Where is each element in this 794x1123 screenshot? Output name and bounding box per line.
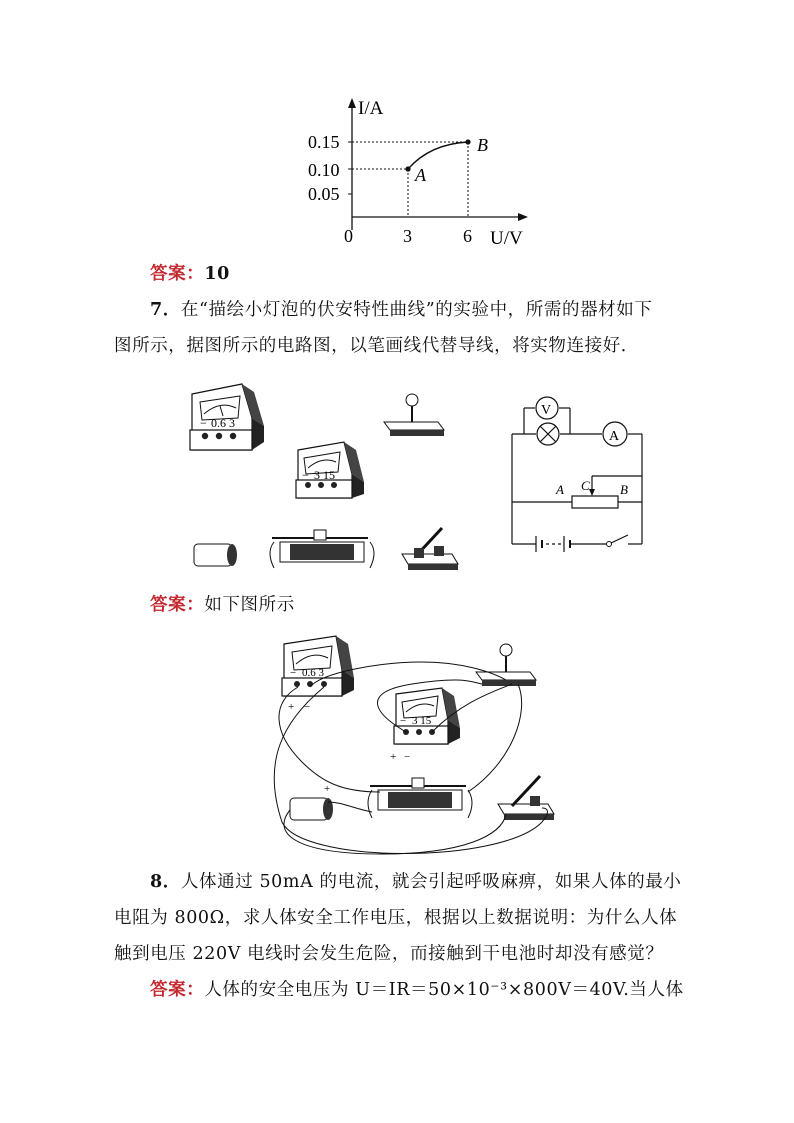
y-tick-015: 0.15 [308,132,340,152]
voltmeter-scale: 3 15 [314,468,335,482]
rheostat-label-a: A [556,482,564,497]
rheostat-device [270,530,374,568]
ammeter-minus: − [200,416,207,430]
ammeter-device [282,636,354,713]
x-tick-6: 6 [463,226,472,246]
question-number: 8． [150,872,181,892]
question-7 [114,292,684,364]
ammeter-minus: − [290,667,297,679]
y-tick-005: 0.05 [308,184,340,204]
switch-symbol [607,542,612,547]
rheostat-label-c: C [581,478,590,493]
battery-device [290,783,333,820]
answer-label: 答案： [150,264,205,284]
answer-label: 答案： [150,595,205,615]
voltmeter-plus: + [390,751,397,763]
switch-device [402,528,458,570]
ammeter-plus: + [288,701,295,713]
answer-text: 人体的安全电压为 U＝IR＝50×10⁻³×800V＝40V.当人体 [204,980,684,1000]
x-axis-label: U/V [490,228,523,249]
ammeter-scale: 0.6 3 [302,667,324,679]
battery-plus: + [324,783,331,795]
question-number: 7． [150,300,181,320]
question-8 [114,864,684,1008]
question-text-line2: 电阻为 800Ω，求人体安全工作电压，根据以上数据说明：为什么人体 [114,908,678,928]
ammeter-scale: 0.6 3 [211,416,235,430]
lamp-device [384,394,444,436]
y-axis-label: I/A [358,98,384,119]
circuit-diagram [506,394,652,556]
question-text-line2: 图所示，据图所示的电路图，以笔画线代替导线，将实物连接好． [114,336,639,356]
ammeter-minus-terminal: − [304,701,311,713]
voltmeter-minus: − [302,468,309,482]
voltmeter-device [296,442,364,498]
voltmeter-minus: − [400,715,407,727]
voltmeter-minus-terminal: − [404,751,411,763]
point-b-label: B [477,135,488,155]
x-tick-0: 0 [344,226,353,246]
y-axis-arrow [348,98,356,108]
answer-value: 10 [204,264,230,284]
iu-graph [300,92,540,252]
answer-value: 如下图所示 [204,595,295,615]
y-tick-010: 0.10 [308,160,340,180]
rheostat-symbol [572,496,618,508]
switch-device [498,776,554,820]
answer-6 [114,256,684,292]
voltmeter-letter: V [541,403,552,418]
x-tick-3: 3 [403,226,412,246]
rheostat-device [368,778,472,818]
ammeter-device [190,384,264,450]
battery-device [194,544,237,566]
point-a-dot [405,166,410,171]
point-a-label: A [415,165,426,185]
voltmeter-scale: 3 15 [412,715,432,727]
voltmeter-device [390,688,460,763]
question-text-line1: 在“描绘小灯泡的伏安特性曲线”的实验中，所需的器材如下 [180,300,653,320]
ammeter-letter: A [609,429,620,444]
equipment-figure [180,378,490,578]
point-b-dot [465,139,470,144]
answer-label: 答案： [150,980,205,1000]
rheostat-label-b: B [620,482,628,497]
answer-7 [114,587,684,623]
wiring-figure [262,632,562,872]
question-text-line1: 人体通过 50mA 的电流，就会引起呼吸麻痹，如果人体的最小 [180,872,682,892]
question-text-line3: 触到电压 220V 电线时会发生危险，而接触到干电池时却没有感觉？ [114,944,664,964]
x-axis-arrow [518,213,528,221]
